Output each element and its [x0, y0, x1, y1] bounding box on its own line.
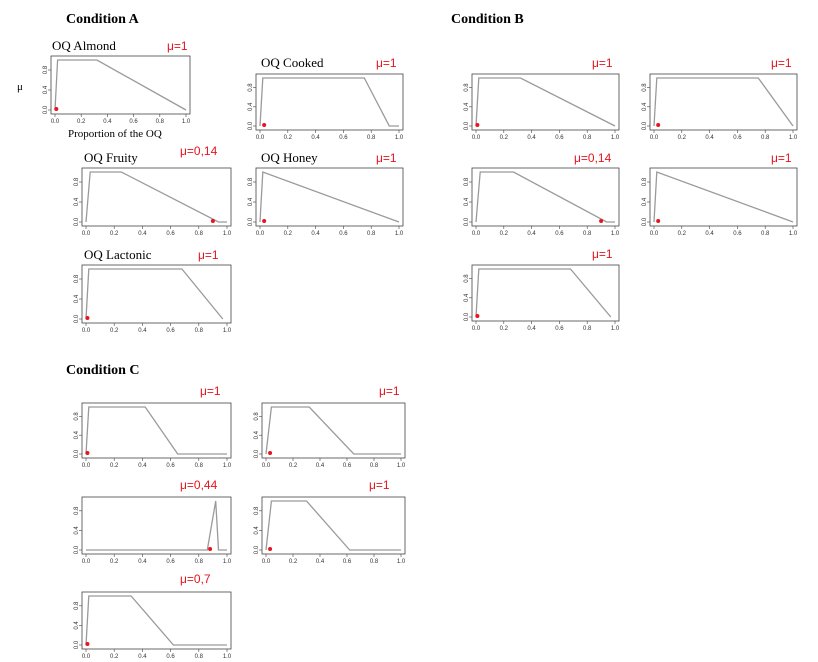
- y-tick-label: 0.4: [464, 197, 470, 207]
- chart-panel: [464, 151, 620, 237]
- x-tick-label: 0.8: [761, 231, 770, 237]
- plot-frame: [472, 74, 619, 130]
- chart-panel: [254, 478, 406, 565]
- x-tick-label: 0.2: [283, 231, 292, 237]
- x-tick-label: 0.6: [166, 463, 175, 469]
- y-tick-label: 0.8: [43, 65, 49, 75]
- panel-title: OQ Cooked: [261, 55, 324, 70]
- observation-marker: [599, 219, 603, 223]
- x-tick-label: 1.0: [396, 559, 406, 565]
- membership-line: [266, 407, 401, 454]
- y-tick-label: 0.8: [464, 274, 470, 283]
- x-tick-label: 0.6: [555, 326, 564, 332]
- x-tick-label: 1.0: [222, 328, 232, 334]
- mu-value-label: μ=1: [200, 384, 221, 398]
- x-tick-label: 0.6: [166, 231, 175, 237]
- mu-value-label: μ=1: [592, 56, 613, 70]
- membership-line: [55, 60, 186, 110]
- x-tick-label: 0.0: [81, 328, 91, 334]
- condition-b-title: Condition B: [451, 12, 524, 27]
- x-tick-label: 1.0: [396, 463, 406, 469]
- x-tick-label: 0.6: [166, 654, 175, 660]
- chart-panel: [464, 247, 620, 332]
- x-tick-label: 0.4: [311, 231, 320, 237]
- y-axis-title: μ: [17, 81, 23, 93]
- x-tick-label: 0.6: [166, 559, 175, 565]
- x-tick-label: 0.4: [138, 328, 147, 334]
- x-tick-label: 1.0: [610, 231, 620, 237]
- y-tick-label: 0.4: [74, 431, 80, 440]
- chart-panel: [74, 144, 232, 237]
- x-tick-label: 0.8: [367, 231, 376, 237]
- y-tick-label: 0.4: [74, 526, 80, 535]
- x-tick-label: 0.4: [705, 135, 714, 141]
- y-tick-label: 0.0: [642, 121, 648, 131]
- plot-frame: [256, 74, 403, 130]
- membership-line: [476, 172, 615, 222]
- x-axis-title: Proportion of the OQ: [68, 128, 162, 140]
- condition-a-title: Condition A: [66, 12, 139, 27]
- observation-marker: [85, 316, 89, 320]
- x-tick-label: 0.2: [499, 326, 508, 332]
- chart-panel: [74, 247, 232, 334]
- chart-panel: [248, 150, 404, 237]
- x-tick-label: 0.0: [81, 231, 91, 237]
- mu-value-label: μ=0,44: [180, 478, 218, 492]
- chart-panel: [74, 384, 232, 469]
- x-tick-label: 0.0: [255, 135, 265, 141]
- x-tick-label: 1.0: [222, 559, 232, 565]
- x-tick-label: 0.4: [527, 326, 536, 332]
- plot-frame: [82, 592, 231, 649]
- observation-marker: [475, 123, 479, 127]
- plot-frame: [51, 56, 190, 114]
- y-tick-label: 0.8: [74, 506, 80, 515]
- y-tick-label: 0.4: [248, 197, 254, 207]
- x-tick-label: 0.0: [471, 231, 481, 237]
- mu-value-label: μ=1: [592, 247, 613, 261]
- y-tick-label: 0.8: [642, 83, 648, 92]
- y-tick-label: 0.0: [464, 312, 470, 322]
- x-tick-label: 0.2: [499, 135, 508, 141]
- x-tick-label: 0.8: [761, 135, 770, 141]
- y-tick-label: 0.0: [254, 545, 260, 555]
- x-tick-label: 0.6: [339, 135, 348, 141]
- y-tick-label: 0.4: [464, 102, 470, 111]
- x-tick-label: 0.6: [555, 135, 564, 141]
- observation-marker: [475, 314, 479, 318]
- x-tick-label: 1.0: [394, 231, 404, 237]
- x-tick-label: 0.2: [110, 328, 119, 334]
- y-tick-label: 0.0: [642, 217, 648, 227]
- observation-marker: [262, 219, 266, 223]
- chart-panel: [254, 384, 406, 469]
- observation-marker: [656, 123, 660, 127]
- x-tick-label: 0.0: [261, 463, 271, 469]
- mu-value-label: μ=1: [376, 56, 397, 70]
- x-tick-label: 0.0: [81, 463, 91, 469]
- x-tick-label: 0.6: [129, 119, 138, 125]
- x-tick-label: 1.0: [222, 654, 232, 660]
- observation-marker: [656, 219, 660, 223]
- y-tick-label: 0.0: [248, 217, 254, 227]
- chart-panel: [248, 55, 404, 141]
- y-tick-label: 0.8: [254, 506, 260, 515]
- plot-frame: [82, 265, 231, 323]
- x-tick-label: 0.6: [342, 559, 352, 565]
- x-tick-label: 0.2: [283, 135, 292, 141]
- panel-title: OQ Honey: [261, 150, 318, 165]
- y-tick-label: 0.0: [464, 121, 470, 131]
- x-tick-label: 1.0: [610, 135, 620, 141]
- y-tick-label: 0.8: [74, 274, 80, 284]
- x-tick-label: 0.2: [110, 654, 119, 660]
- y-tick-label: 0.0: [248, 121, 254, 131]
- mu-value-label: μ=1: [376, 151, 397, 165]
- y-tick-label: 0.0: [74, 314, 80, 324]
- x-tick-label: 0.2: [288, 463, 298, 469]
- y-tick-label: 0.0: [254, 449, 260, 459]
- membership-line: [86, 172, 227, 222]
- y-tick-label: 0.8: [248, 177, 254, 187]
- x-tick-label: 1.0: [394, 135, 404, 141]
- y-tick-label: 0.0: [74, 217, 80, 227]
- y-tick-label: 0.4: [74, 294, 80, 304]
- mu-value-label: μ=1: [198, 248, 219, 262]
- x-tick-label: 0.4: [138, 463, 147, 469]
- x-tick-label: 0.6: [339, 231, 348, 237]
- y-tick-label: 0.0: [43, 105, 49, 115]
- x-tick-label: 0.4: [315, 463, 325, 469]
- y-tick-label: 0.8: [254, 412, 260, 421]
- plot-frame: [472, 265, 619, 321]
- membership-line: [266, 501, 401, 550]
- membership-line: [86, 269, 223, 319]
- observation-marker: [85, 451, 89, 455]
- x-tick-label: 0.8: [369, 559, 379, 565]
- x-tick-label: 0.8: [583, 231, 592, 237]
- x-tick-label: 0.8: [194, 559, 203, 565]
- x-tick-label: 0.0: [255, 231, 265, 237]
- x-tick-label: 0.6: [555, 231, 564, 237]
- x-tick-label: 0.4: [138, 231, 147, 237]
- x-tick-label: 0.8: [194, 654, 203, 660]
- x-tick-label: 0.0: [81, 654, 91, 660]
- y-tick-label: 0.4: [464, 293, 470, 302]
- x-tick-label: 0.4: [315, 559, 325, 565]
- mu-value-label: μ=1: [771, 151, 792, 165]
- x-tick-label: 0.8: [194, 463, 203, 469]
- x-tick-label: 0.2: [677, 135, 686, 141]
- y-tick-label: 0.8: [642, 177, 648, 187]
- x-tick-label: 0.4: [527, 135, 536, 141]
- x-tick-label: 0.0: [50, 119, 60, 125]
- plot-frame: [82, 403, 231, 458]
- y-tick-label: 0.4: [254, 431, 260, 440]
- y-tick-label: 0.4: [642, 102, 648, 111]
- membership-line: [86, 407, 227, 454]
- x-tick-label: 0.6: [342, 463, 352, 469]
- chart-panel: [642, 56, 798, 141]
- mu-value-label: μ=0,14: [180, 144, 218, 158]
- y-tick-label: 0.4: [248, 102, 254, 111]
- observation-marker: [262, 123, 266, 127]
- condition-c-title: Condition C: [66, 363, 140, 378]
- y-tick-label: 0.8: [464, 177, 470, 187]
- x-tick-label: 0.2: [110, 559, 119, 565]
- membership-line: [86, 501, 227, 550]
- x-tick-label: 1.0: [788, 135, 798, 141]
- membership-line: [476, 269, 611, 317]
- x-tick-label: 0.0: [471, 326, 481, 332]
- x-tick-label: 0.8: [367, 135, 376, 141]
- mu-value-label: μ=0,14: [574, 151, 612, 165]
- x-tick-label: 0.6: [166, 328, 175, 334]
- mu-value-label: μ=1: [379, 384, 400, 398]
- y-tick-label: 0.0: [74, 545, 80, 555]
- mu-value-label: μ=1: [771, 56, 792, 70]
- chart-panel: [464, 56, 620, 141]
- membership-line: [86, 596, 227, 645]
- x-tick-label: 0.4: [527, 231, 536, 237]
- x-tick-label: 0.0: [81, 559, 91, 565]
- x-tick-label: 0.2: [110, 231, 119, 237]
- observation-marker: [268, 451, 272, 455]
- y-tick-label: 0.0: [464, 217, 470, 227]
- chart-panel: [74, 572, 232, 660]
- y-tick-label: 0.4: [43, 85, 49, 95]
- x-tick-label: 0.6: [733, 135, 742, 141]
- x-tick-label: 0.0: [471, 135, 481, 141]
- observation-marker: [85, 642, 89, 646]
- y-tick-label: 0.4: [642, 197, 648, 207]
- y-tick-label: 0.8: [464, 83, 470, 92]
- x-tick-label: 1.0: [222, 231, 232, 237]
- membership-line: [260, 78, 399, 126]
- mu-value-label: μ=1: [167, 39, 188, 53]
- x-tick-label: 0.2: [499, 231, 508, 237]
- x-tick-label: 0.4: [138, 559, 147, 565]
- x-tick-label: 0.2: [110, 463, 119, 469]
- y-tick-label: 0.0: [74, 640, 80, 650]
- x-tick-label: 0.8: [583, 135, 592, 141]
- x-tick-label: 0.8: [583, 326, 592, 332]
- observation-marker: [54, 107, 58, 111]
- y-tick-label: 0.0: [74, 449, 80, 459]
- x-tick-label: 0.6: [733, 231, 742, 237]
- membership-line: [654, 78, 793, 126]
- panel-title: OQ Lactonic: [84, 247, 152, 262]
- x-tick-label: 0.8: [194, 231, 203, 237]
- x-tick-label: 0.8: [194, 328, 203, 334]
- x-tick-label: 0.0: [261, 559, 271, 565]
- y-tick-label: 0.8: [74, 601, 80, 610]
- x-tick-label: 1.0: [222, 463, 232, 469]
- y-tick-label: 0.4: [74, 621, 80, 630]
- panel-title: OQ Almond: [52, 38, 116, 53]
- membership-line: [654, 172, 793, 222]
- y-tick-label: 0.8: [248, 83, 254, 92]
- chart-panel: [74, 478, 232, 565]
- x-tick-label: 0.2: [288, 559, 298, 565]
- plot-frame: [262, 497, 405, 554]
- x-tick-label: 0.0: [649, 135, 659, 141]
- mu-value-label: μ=1: [369, 478, 390, 492]
- mu-value-label: μ=0,7: [180, 572, 211, 586]
- x-tick-label: 0.4: [103, 119, 112, 125]
- y-tick-label: 0.4: [254, 526, 260, 535]
- x-tick-label: 1.0: [788, 231, 798, 237]
- x-tick-label: 0.2: [77, 119, 86, 125]
- x-tick-label: 1.0: [181, 119, 191, 125]
- x-tick-label: 0.8: [155, 119, 164, 125]
- y-tick-label: 0.4: [74, 197, 80, 207]
- observation-marker: [268, 547, 272, 551]
- observation-marker: [211, 219, 215, 223]
- x-tick-label: 0.0: [649, 231, 659, 237]
- membership-line: [260, 172, 399, 222]
- x-tick-label: 1.0: [610, 326, 620, 332]
- x-tick-label: 0.2: [677, 231, 686, 237]
- x-tick-label: 0.4: [705, 231, 714, 237]
- chart-panel: [43, 38, 191, 125]
- y-tick-label: 0.8: [74, 177, 80, 187]
- membership-line: [476, 78, 615, 126]
- observation-marker: [208, 547, 212, 551]
- x-tick-label: 0.4: [138, 654, 147, 660]
- y-tick-label: 0.8: [74, 412, 80, 421]
- panel-title: OQ Fruity: [84, 150, 138, 165]
- x-tick-label: 0.4: [311, 135, 320, 141]
- x-tick-label: 0.8: [369, 463, 379, 469]
- chart-panel: [642, 151, 798, 237]
- plot-frame: [262, 403, 405, 458]
